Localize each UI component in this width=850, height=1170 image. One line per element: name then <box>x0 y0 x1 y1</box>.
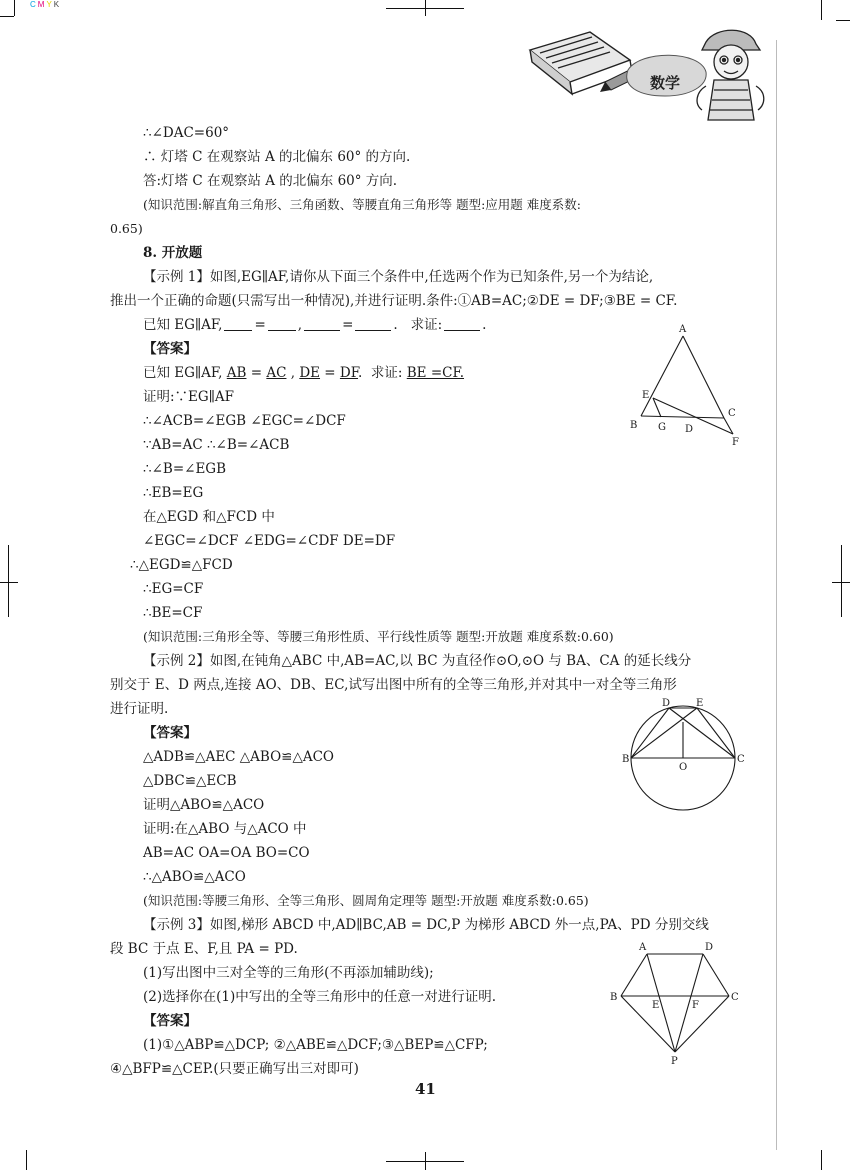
crop-mark <box>821 1150 822 1170</box>
crop-mark <box>425 1152 426 1170</box>
proof-line: ∠EGC=∠DCF ∠EDG=∠CDF DE=DF <box>143 533 396 549</box>
proof-line: △DBC≌△ECB <box>143 773 237 789</box>
segment-cae <box>669 708 735 758</box>
segment-ab <box>641 336 683 416</box>
segment-dc <box>703 954 729 996</box>
proof-line: ∴△ABO≌△ACO <box>143 869 246 885</box>
answer-heading: 【答案】 <box>143 1013 197 1029</box>
fill-blank <box>355 330 391 331</box>
point-label: E <box>696 698 704 709</box>
crop-mark <box>841 545 842 617</box>
segment-ab <box>621 954 647 996</box>
point-label: C <box>728 408 736 419</box>
header-decoration <box>510 20 770 125</box>
answer-heading: 【答案】 <box>143 725 197 741</box>
point-label: B <box>610 992 618 1003</box>
figure-circle-bc <box>620 696 750 811</box>
point-label: D <box>705 942 714 953</box>
point-label: O <box>679 762 688 773</box>
text-fragment: 已知 EG∥AF, <box>143 317 223 333</box>
proof-line: ∴∠ACB=∠EGB ∠EGC=∠DCF <box>143 413 346 429</box>
point-label: F <box>732 437 739 448</box>
proof-line: ∴EG=CF <box>143 581 204 597</box>
figure-trapezoid-p <box>605 938 745 1068</box>
point-label: P <box>671 1056 678 1067</box>
answer-fill: BE =CF. <box>406 365 465 381</box>
segment-bax <box>631 708 697 758</box>
text-line: 段 BC 于点 E、F,且 PA = PD. <box>110 941 298 957</box>
point-label: G <box>658 422 666 433</box>
segment-ac <box>683 336 724 418</box>
proof-line: ∴BE=CF <box>143 605 203 621</box>
knowledge-note: (知识范围:等腰三角形、全等三角形、圆周角定理等 题型:开放题 难度系数:0.65) <box>143 893 589 908</box>
point-label: A <box>639 942 647 953</box>
subject-badge <box>627 55 706 96</box>
point-label: D <box>662 698 671 709</box>
proof-line: ∴∠B=∠EGB <box>143 461 227 477</box>
point-label: D <box>685 424 694 435</box>
knowledge-note: 0.65) <box>110 221 143 236</box>
text-line: 推出一个正确的命题(只需写出一种情况),并进行证明.条件:①AB=AC;②DE = DF;③BE = CF. <box>110 293 678 309</box>
knowledge-note: (知识范围:解直角三角形、三角函数、等腰直角三角形等 题型:应用题 难度系数: <box>143 197 581 212</box>
crop-mark <box>821 0 822 20</box>
fill-blank <box>224 330 252 331</box>
page-number: 41 <box>415 1080 436 1098</box>
fill-blank <box>268 330 296 331</box>
point-label: E <box>642 390 650 401</box>
subject-label: 数学 <box>650 74 681 92</box>
answer-line: (1)①△ABP≌△DCP; ②△ABE≌△DCF;③△BEP≌△CFP; <box>143 1037 488 1053</box>
point-label: B <box>630 420 638 431</box>
proof-line: 证明:∵EG∥AF <box>143 389 235 405</box>
example-heading: 【示例 1】如图,EG∥AF,请你从下面三个条件中,任选两个作为已知条件,另一个为结论, <box>143 269 654 285</box>
page-edge <box>776 40 777 1150</box>
point-label: F <box>692 1000 699 1011</box>
section-heading: 8. 开放题 <box>143 245 203 261</box>
text-line: ∴∠DAC=60° <box>143 125 230 141</box>
example-heading: 【示例 3】如图,梯形 ABCD 中,AD∥BC,AB = DC,P 为梯形 ABCD 外一点,PA、PD 分别交线 <box>143 917 709 933</box>
point-label: B <box>622 754 630 765</box>
text-fragment: 求证: <box>410 317 443 333</box>
proof-line: 证明:在△ABO 与△ACO 中 <box>143 821 307 837</box>
text-line: (2)选择你在(1)中写出的全等三角形中的任意一对进行证明. <box>143 989 497 1005</box>
crop-mark <box>425 0 426 16</box>
knowledge-note: (知识范围:三角形全等、等腰三角形性质、平行线性质等 题型:开放题 难度系数:0.60) <box>143 629 614 644</box>
proof-line: 在△EGD 和△FCD 中 <box>143 509 275 525</box>
answer-heading: 【答案】 <box>143 341 197 357</box>
text-fragment: 求证: <box>370 365 403 381</box>
segment-bc <box>641 416 724 418</box>
answer-fill: DE <box>299 365 321 381</box>
text-line: 答:灯塔 C 在观察站 A 的北偏东 60° 方向. <box>143 173 398 189</box>
crop-mark <box>26 1150 27 1170</box>
fill-blank <box>304 330 340 331</box>
proof-line: ∵AB=AC ∴∠B=∠ACB <box>143 437 290 453</box>
crop-mark <box>836 20 850 21</box>
text-line: ∴ 灯塔 C 在观察站 A 的北偏东 60° 的方向. <box>143 149 411 165</box>
point-label: C <box>731 992 739 1003</box>
answer-fill: AB <box>226 365 247 381</box>
figure-triangle-egaf <box>625 320 755 450</box>
point-label: C <box>737 754 745 765</box>
point-label: A <box>679 324 687 335</box>
crop-mark <box>0 582 18 583</box>
crop-mark <box>14 0 15 16</box>
answer-line: 已知 EG∥AF, AB = AC , DE = DF. 求证: BE =CF. <box>143 365 465 381</box>
proof-line: ∴EB=EG <box>143 485 204 501</box>
point-label: E <box>652 1000 660 1011</box>
text-fragment: 已知 EG∥AF, <box>143 365 223 381</box>
proof-line: △ADB≌△AEC △ABO≌△ACO <box>143 749 335 765</box>
text-line: 进行证明. <box>110 701 169 717</box>
crop-mark <box>0 16 14 17</box>
cartoon-kid-icon <box>697 30 764 120</box>
proof-line: AB=AC OA=OA BO=CO <box>143 845 310 861</box>
answer-fill: AC <box>266 365 287 381</box>
fill-blank <box>444 330 480 331</box>
proof-line: ∴△EGD≌△FCD <box>130 557 233 573</box>
example-heading: 【示例 2】如图,在钝角△ABC 中,AB=AC,以 BC 为直径作⊙O,⊙O 与 BA、CA 的延长线分 <box>143 653 692 669</box>
text-line: 别交于 E、D 两点,连接 AO、DB、EC,试写出图中所有的全等三角形,并对其中一对全等三角形 <box>110 677 677 693</box>
answer-line: ④△BFP≌△CEP.(只要正确写出三对即可) <box>110 1061 359 1077</box>
cmyk-color-marks: CMYK <box>30 0 62 9</box>
proof-line: 证明△ABO≌△ACO <box>143 797 265 813</box>
answer-fill: DF <box>339 365 359 381</box>
crop-mark <box>8 545 9 617</box>
text-line: (1)写出图中三对全等的三角形(不再添加辅助线); <box>143 965 434 981</box>
question-blanks: 已知 EG∥AF, = , = . 求证: . <box>143 317 487 333</box>
